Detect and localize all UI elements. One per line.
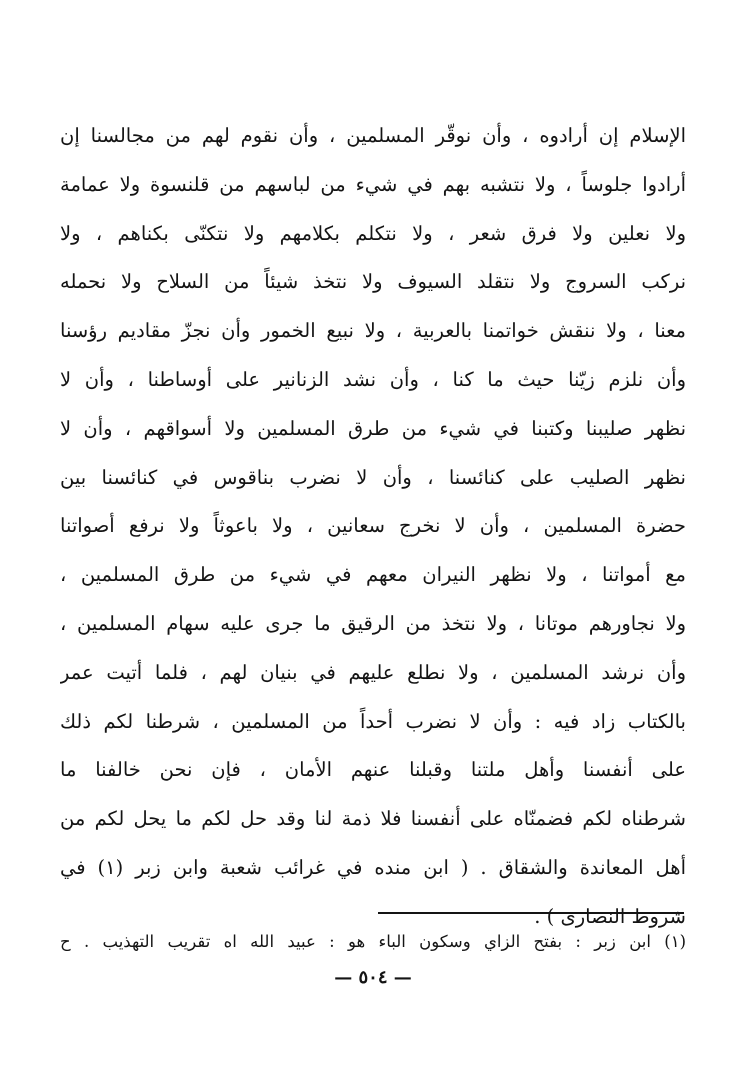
text-line-10: مع أمواتنا ، ولا نظهر النيران معهم في شيء من طرق المسلمين ،: [60, 563, 686, 587]
main-text-block: [60, 112, 686, 942]
text-line-11: ولا نجاورهم موتانا ، ولا نتخذ من الرقيق ما جرى عليه سهام المسلمين ،: [60, 611, 686, 635]
text-line-7: نظهر صليبنا وكتبنا في شيء من طرق المسلمين ولا أسواقهم ، وأن لا: [60, 416, 686, 440]
text-line-17: شروط النصارى ) .: [534, 904, 686, 928]
text-line-4: نركب السروج ولا نتقلد السيوف ولا نتخذ شيئاً من السلاح ولا نحمله: [60, 270, 686, 294]
footnote-divider: [378, 912, 684, 914]
text-line-2: أرادوا جلوساً ، ولا نتشبه بهم في شيء من لباسهم من قلنسوة ولا عمامة: [60, 172, 686, 196]
text-line-14: على أنفسنا وأهل ملتنا وقبلنا عنهم الأمان ، فإن نحن خالفنا ما: [60, 758, 686, 782]
footnote: (١) ابن زبر : بفتح الزاي وسكون الباء هو : عبيد الله اه تقريب التهذيب . ح: [60, 932, 686, 951]
text-line-5: معنا ، ولا ننقش خواتمنا بالعربية ، ولا نبيع الخمور وأن نجزّ مقاديم رؤسنا: [60, 319, 686, 343]
text-line-6: وأن نلزم زيّنا حيث ما كنا ، وأن نشد الزنانير على أوساطنا ، وأن لا: [60, 367, 686, 391]
text-line-9: حضرة المسلمين ، وأن لا نخرج سعانين ، ولا باعوثاً ولا نرفع أصواتنا: [60, 514, 686, 538]
text-line-3: ولا نعلين ولا فرق شعر ، ولا نتكلم بكلامهم ولا نتكنّى بكناهم ، ولا: [60, 221, 686, 245]
text-line-16: أهل المعاندة والشقاق . ( ابن منده في غرائب شعبة وابن زبر (١) في: [60, 855, 686, 879]
text-line-1: الإسلام إن أرادوه ، وأن نوقّر المسلمين ، وأن نقوم لهم من مجالسنا إن: [60, 124, 686, 147]
page-number: — ٥٠٤ —: [334, 967, 412, 988]
text-line-8: نظهر الصليب على كنائسنا ، وأن لا نضرب بناقوس في كنائسنا بين: [60, 465, 686, 489]
text-line-12: وأن نرشد المسلمين ، ولا نطلع عليهم في بنيان لهم ، فلما أتيت عمر: [60, 660, 686, 684]
text-line-15: شرطناه لكم فضمنّاه على أنفسنا فلا ذمة لنا وقد حل لكم ما يحل لكم من: [60, 807, 686, 831]
text-line-13: بالكتاب زاد فيه : وأن لا نضرب أحداً من المسلمين ، شرطنا لكم ذلك: [60, 709, 686, 733]
